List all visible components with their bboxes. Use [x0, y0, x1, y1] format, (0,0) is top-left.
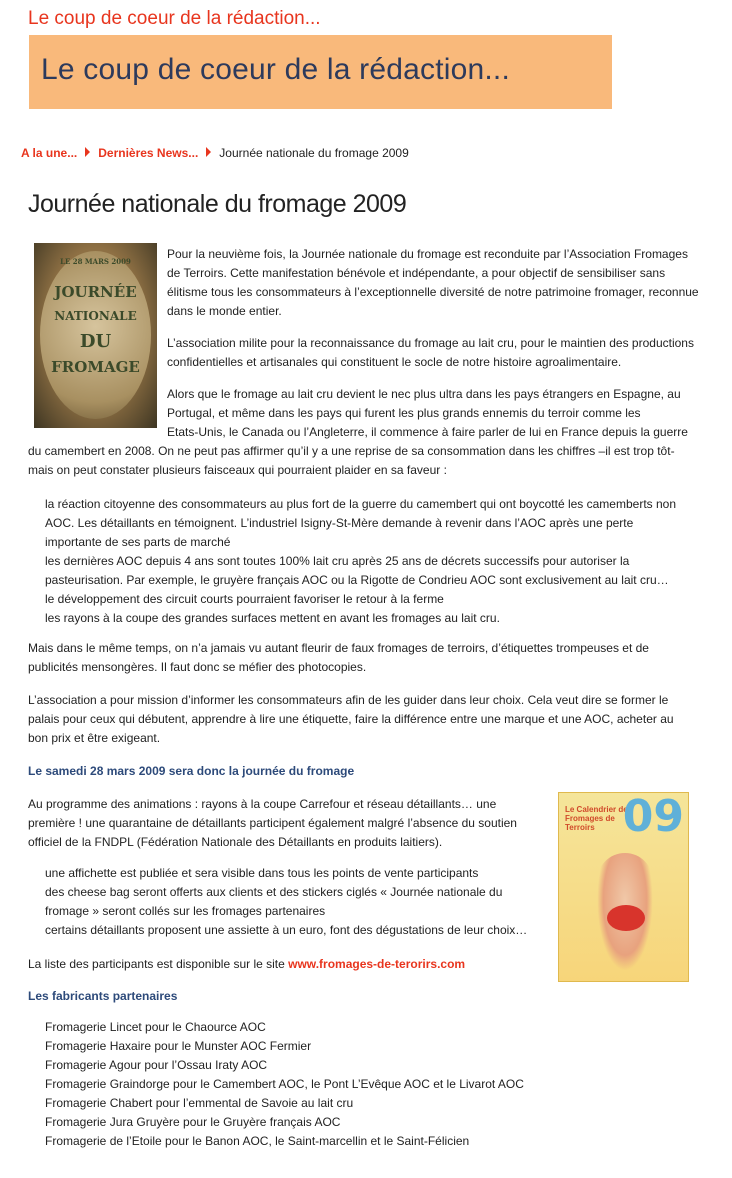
list-item: AOC. Les détaillants en témoignent. L’industriel Isigny-St-Mère demande à revenir dans l’AOC après une perte	[45, 516, 634, 530]
list-item: le développement des circuit courts pourraient favoriser le retour à la ferme	[45, 592, 444, 606]
text-line: L’association milite pour la reconnaissance du fromage au lait cru, pour le maintien des productions	[167, 336, 694, 350]
intro-paragraph	[167, 245, 699, 321]
association-paragraph	[167, 334, 694, 372]
list-item: une affichette est publiée et sera visible dans tous les points de vente participants	[45, 866, 479, 880]
raw-milk-paragraph	[167, 385, 688, 442]
text-line: mais on peut constater plusieurs faisceaux qui pourraient plaider en sa faveur :	[28, 463, 447, 477]
chevron-right-icon	[206, 147, 211, 157]
banner-text: Le coup de coeur de la rédaction...	[41, 53, 510, 86]
poster-image	[34, 243, 157, 428]
list-item: fromage » seront collés sur les fromages partenaires	[45, 904, 326, 918]
text-line: Pour la neuvième fois, la Journée nationale du fromage est reconduite par l’Association Fromages	[167, 247, 688, 261]
text-line: publicités mensongères. Il faut donc se méfier des photocopies.	[28, 660, 367, 674]
poster-word: NATIONALE	[54, 309, 137, 323]
list-item: Fromagerie Lincet pour le Chaource AOC	[45, 1020, 266, 1034]
list-item: les dernières AOC depuis 4 ans sont toutes 100% lait cru après 25 ans de décrets successifs pour autoriser la	[45, 554, 630, 568]
text-line: élitisme tous les consommateurs à l’exceptionnelle diversité de notre patrimoine fromager, reconnue	[167, 285, 699, 299]
breadcrumb	[21, 146, 409, 160]
list-item: importante de ses parts de marché	[45, 535, 231, 549]
poster-date: LE 28 MARS 2009	[60, 257, 131, 266]
partners-list	[45, 1018, 524, 1151]
calendar-label: Le Calendrier des Fromages de Terroirs	[565, 805, 633, 832]
poster-word: FROMAGE	[51, 358, 140, 376]
list-item: Fromagerie Haxaire pour le Munster AOC Fermier	[45, 1039, 312, 1053]
partners-heading: Les fabricants partenaires	[28, 989, 178, 1003]
list-item: des cheese bag seront offerts aux clients et des stickers ciglés « Journée nationale du	[45, 885, 503, 899]
calendar-number: 09	[622, 792, 684, 842]
banner	[29, 35, 612, 109]
breadcrumb-home-link[interactable]: A la une...	[21, 146, 78, 160]
participants-text: La liste des participants est disponible sur le site	[28, 957, 289, 971]
text-line: bon prix et être exigeant.	[28, 731, 161, 745]
participants-link[interactable]: www.fromages-de-terorirs.com	[288, 957, 466, 971]
raw-milk-paragraph-continued	[28, 442, 675, 480]
list-item: certains détaillants proposent une assiette à un euro, font des dégustations de leur choix…	[45, 923, 528, 937]
fake-cheese-paragraph	[28, 639, 649, 677]
list-item: Fromagerie de l’Etoile pour le Banon AOC, le Saint-marcellin et le Saint-Félicien	[45, 1134, 470, 1148]
calendar-image	[558, 792, 689, 982]
poster-word: JOURNÉE	[54, 283, 137, 301]
text-line: Alors que le fromage au lait cru devient le nec plus ultra dans les pays étrangers en Espagne, au	[167, 387, 681, 401]
text-line: confidentielles et artisanales qui constituent le socle de notre histoire agroalimentaire.	[167, 355, 622, 369]
text-line: Etats-Unis, le Canada ou l’Angleterre, il commence à faire parler de lui en France depuis la guerre	[167, 425, 688, 439]
text-line: Mais dans le même temps, on n’a jamais vu autant fleurir de faux fromages de terroirs, d’étiquettes trompeuses et de	[28, 641, 649, 655]
text-line: première ! une quarantaine de détaillants participent également malgré l’absence du soutien	[28, 816, 517, 830]
list-item: Fromagerie Jura Gruyère pour le Gruyère français AOC	[45, 1115, 341, 1129]
breadcrumb-current: Journée nationale du fromage 2009	[219, 146, 409, 160]
participants-line	[28, 955, 465, 974]
text-line: Au programme des animations : rayons à la coupe Carrefour et réseau détaillants… une	[28, 797, 497, 811]
text-line: dans le monde entier.	[167, 304, 282, 318]
list-item: la réaction citoyenne des consommateurs au plus fort de la guerre du camembert qui ont boycotté les camemberts non	[45, 497, 677, 511]
section-label: Le coup de coeur de la rédaction...	[28, 8, 321, 29]
text-line: du camembert en 2008. On ne peut pas affirmer qu’il y a une reprise de sa consommation dans les chiffres –il est trop tôt-	[28, 444, 675, 458]
text-line: palais pour ceux qui débutent, apprendre à lire une étiquette, faire la différence entre une marque et une AOC, acheter au	[28, 712, 674, 726]
list-item: Fromagerie Chabert pour l’emmental de Savoie au lait cru	[45, 1096, 354, 1110]
poster-word: DU	[79, 331, 112, 352]
text-line: L’association a pour mission d’informer les consommateurs afin de les guider dans leur choix. Cela veut dire se former le	[28, 693, 669, 707]
text-line: officiel de la FNDPL (Fédération Nationale des Détaillants en produits laitiers).	[28, 835, 443, 849]
mission-paragraph	[28, 691, 674, 748]
program-paragraph	[28, 795, 517, 852]
page-title: Journée nationale du fromage 2009	[28, 190, 407, 218]
chevron-right-icon	[85, 147, 90, 157]
list-item: Fromagerie Agour pour l’Ossau Iraty AOC	[45, 1058, 268, 1072]
date-heading: Le samedi 28 mars 2009 sera donc la journée du fromage	[28, 764, 355, 778]
breadcrumb-news-link[interactable]: Dernières News...	[98, 146, 199, 160]
list-item: Fromagerie Graindorge pour le Camembert AOC, le Pont L’Evêque AOC et le Livarot AOC	[45, 1077, 524, 1091]
text-line: Portugal, et même dans les pays qui furent les plus grands ennemis du terroir comme les	[167, 406, 641, 420]
text-line: de Terroirs. Cette manifestation bénévole et indépendante, a pour objectif de sensibiliser sans	[167, 266, 666, 280]
list-item: les rayons à la coupe des grandes surfaces mettent en avant les fromages au lait cru.	[45, 611, 500, 625]
reasons-list	[45, 495, 676, 628]
list-item: pasteurisation. Par exemple, le gruyère français AOC ou la Rigotte de Condrieu AOC sont exclusivement au lait cru…	[45, 573, 669, 587]
program-list	[45, 864, 527, 940]
